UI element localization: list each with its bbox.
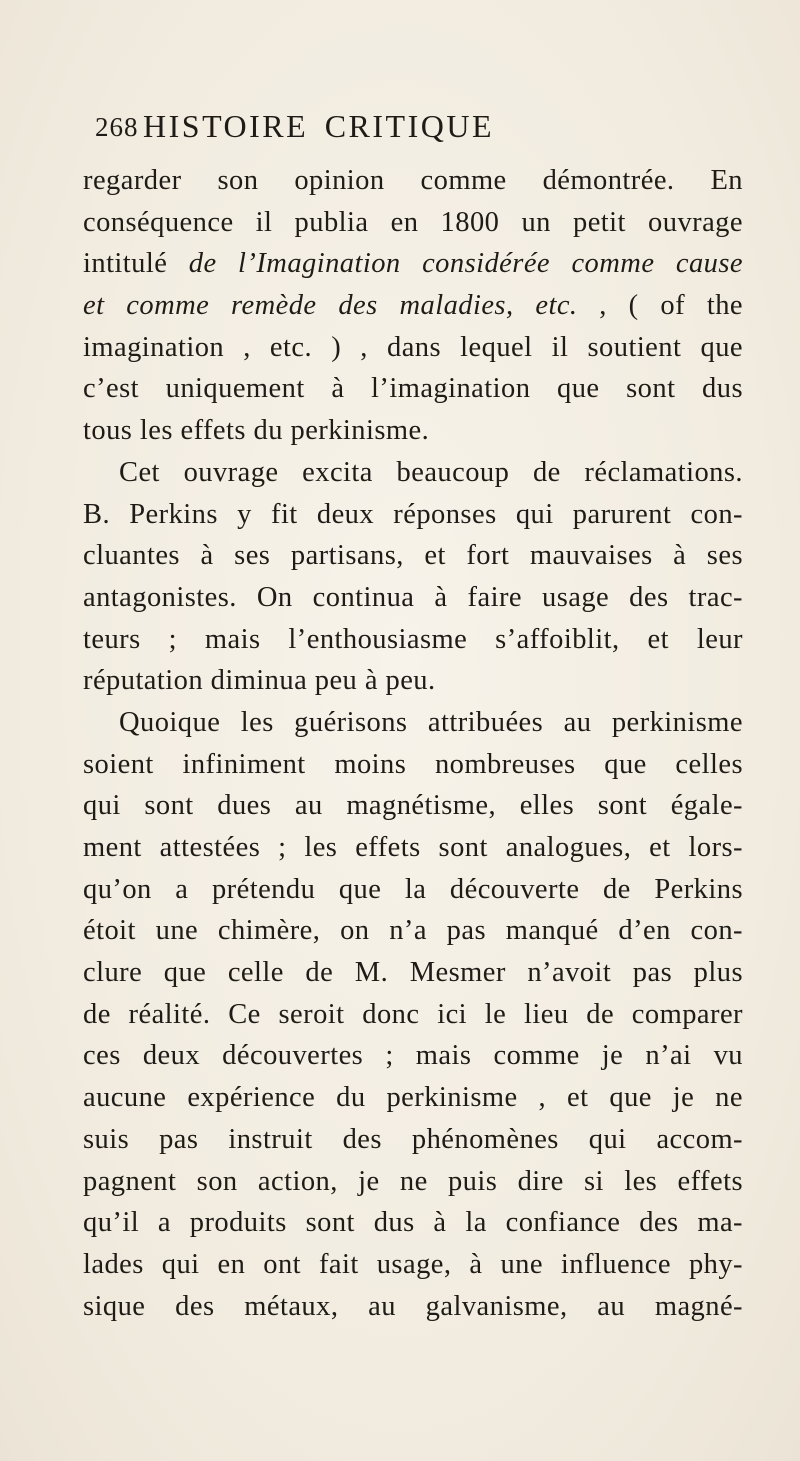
text-line: aucune expérience du perkinisme , et que je ne <box>83 1082 743 1114</box>
body-text <box>83 160 743 1327</box>
text-line: ment attestées ; les effets sont analogues, et lors- <box>83 832 743 863</box>
text-line: clure que celle de M. Mesmer n’avoit pas plus <box>83 957 743 989</box>
text-line: B. Perkins y fit deux réponses qui parurent con- <box>83 498 743 530</box>
text-line: lades qui en ont fait usage, à une influence phy- <box>83 1248 743 1280</box>
text-line: soient infiniment moins nombreuses que celles <box>83 748 743 780</box>
text-line: imagination , etc. ) , dans lequel il soutient que <box>83 331 743 363</box>
text-line: Quoique les guérisons attribuées au perkinisme <box>119 706 743 738</box>
text-line: qu’il a produits sont dus à la confiance des ma- <box>83 1207 743 1239</box>
text-line: de réalité. Ce seroit donc ici le lieu de comparer <box>83 998 743 1030</box>
text-line: c’est uniquement à l’imagination que sont dus <box>83 373 743 405</box>
italic-title: et comme remède des maladies, etc. <box>83 290 578 322</box>
text-line: teurs ; mais l’enthousiasme s’affoiblit, et leur <box>83 623 743 655</box>
text-line: et comme remède des maladies, etc. , ( of the <box>83 290 744 322</box>
text-line: suis pas instruit des phénomènes qui accom- <box>83 1123 743 1155</box>
text-line: antagonistes. On continua à faire usage des trac- <box>83 581 743 613</box>
text-line: étoit une chimère, on n’a pas manqué d’en con- <box>83 915 743 947</box>
text-line: Cet ouvrage excita beaucoup de réclamations. <box>119 456 743 488</box>
page-header <box>95 108 735 156</box>
page-number: 268 <box>95 112 139 142</box>
text-line: réputation diminua peu à peu. <box>83 665 436 697</box>
text-line: ces deux découvertes ; mais comme je n’ai vu <box>83 1040 743 1072</box>
text-line: qu’on a prétendu que la découverte de Perkins <box>83 873 743 905</box>
text-line: intitulé de l’Imagination considérée comme cause <box>83 248 743 280</box>
text-line: pagnent son action, je ne puis dire si les effets <box>83 1165 743 1197</box>
text-line: qui sont dues au magnétisme, elles sont égale- <box>83 790 743 822</box>
text-line: sique des métaux, au galvanisme, au magné- <box>83 1290 743 1322</box>
running-title: HISTOIRE CRITIQUE <box>143 108 494 144</box>
text-line: conséquence il publia en 1800 un petit ouvrage <box>83 206 743 238</box>
text-line: cluantes à ses partisans, et fort mauvaises à ses <box>83 540 743 572</box>
text-line: tous les effets du perkinisme. <box>83 415 430 447</box>
text-line: regarder son opinion comme démontrée. En <box>83 165 743 196</box>
italic-title: de l’Imagination considérée comme cause <box>188 248 743 280</box>
